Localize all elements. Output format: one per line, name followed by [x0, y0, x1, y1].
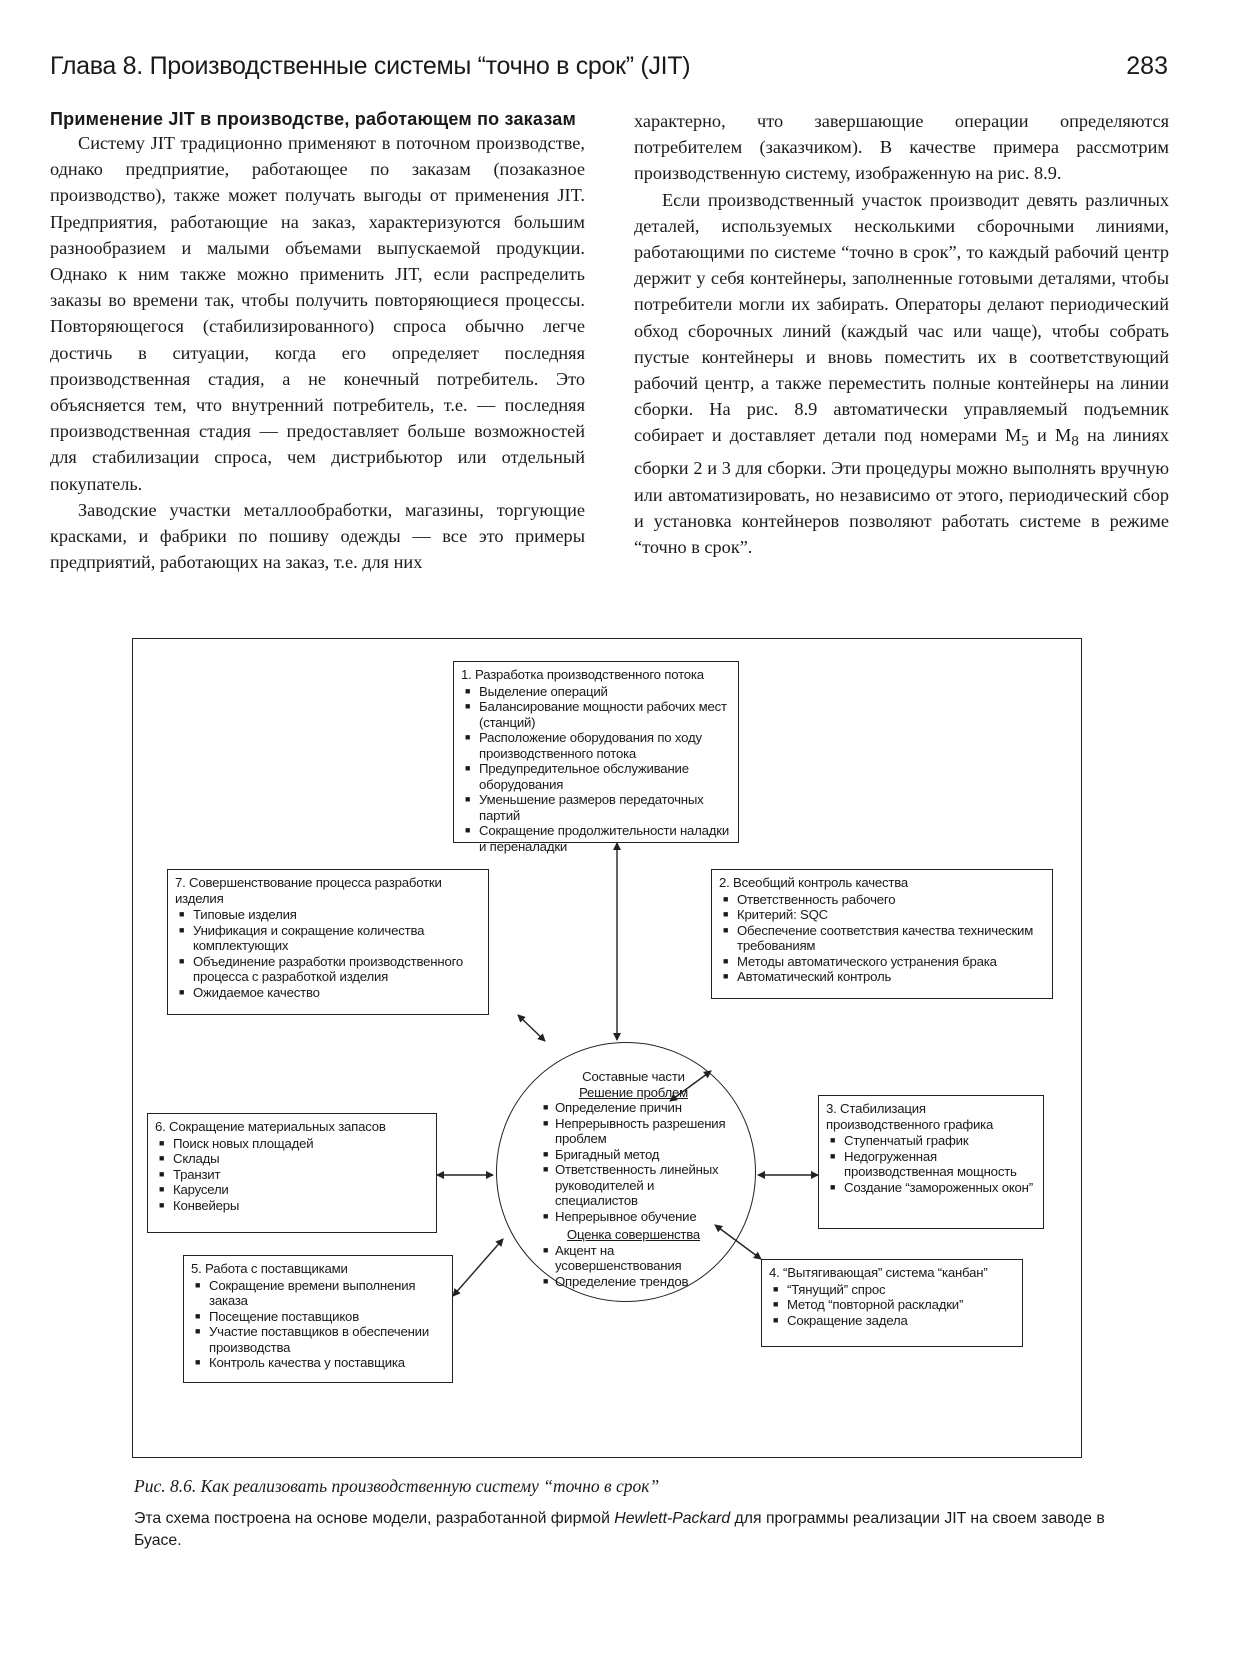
- circle-title: Составные части: [582, 1069, 685, 1084]
- list-item: ■ Конвейеры: [173, 1198, 429, 1214]
- list-item: ■ Уменьшение размеров передаточных партий: [479, 792, 731, 823]
- list-item: ■ Непрерывное обучение: [555, 1209, 726, 1225]
- list-item: ■ “Тянущий” спрос: [787, 1282, 1015, 1298]
- list-item: ■ Непрерывность разрешения проблем: [555, 1116, 726, 1147]
- box-inventory-reduction: [147, 1113, 437, 1233]
- paragraph-text: Если производственный участок производит девять различных деталей, используемых несколькими сборочными линиями, работающими по системе “точно в срок”, то каждый рабочий центр держит у себя контейнеры, заполненные готовыми деталями, чтобы потребители могли их забирать. Операторы делают периодический обход сборочных линий (каждый час или чаще), чтобы собрать пустые контейнеры и вновь поместить их в соответствующий рабочий центр, а также переместить полные контейнеры на линии сборки. На рис. 8.9 автоматически управляемый подъемник собирает и доставляет детали под номерами: [634, 189, 1169, 446]
- box-title: 6. Сокращение материальных запасов: [155, 1119, 386, 1134]
- connector-5: [453, 1239, 503, 1296]
- box-title: 1. Разработка производственного потока: [461, 667, 704, 682]
- list-item: ■ Карусели: [173, 1182, 429, 1198]
- machine-m5: $M_5$: [1005, 425, 1029, 451]
- box-title: 3. Стабилизация производственного графика: [826, 1101, 994, 1132]
- list-item: ■ Бригадный метод: [555, 1147, 726, 1163]
- box-suppliers: [183, 1255, 453, 1383]
- list-item: ■ Недогруженная производственная мощность: [844, 1149, 1036, 1180]
- list-item: ■ Обеспечение соответствия качества техническим требованиям: [737, 923, 1045, 954]
- circle-subtitle-problems: Решение проблем: [579, 1084, 688, 1100]
- list-item: ■ Ступенчатый график: [844, 1133, 1036, 1149]
- section-heading: Применение JIT в производстве, работающем по заказам: [50, 109, 576, 129]
- company-name: Hewlett-Packard: [614, 1510, 731, 1527]
- list-item: ■ Контроль качества у поставщика: [209, 1355, 445, 1371]
- box-title: 2. Всеобщий контроль качества: [719, 875, 909, 890]
- paragraph: характерно, что завершающие операции определяются потребителем (заказчиком). В качестве примера рассмотрим производственную систему, изображенную на рис. 8.9.: [634, 111, 1169, 184]
- jit-diagram: [132, 638, 1082, 1458]
- paragraph: Если производственный участок производит девять различных деталей, используемых несколькими сборочными линиями, работающими по системе “точно в срок”, то каждый рабочий центр держит у себя контейнеры, заполненные готовыми деталями, чтобы потребители могли их забирать. Операторы делают периодический обход сборочных линий (каждый час или чаще), чтобы собрать пустые контейнеры и вновь поместить их в соответствующий рабочий центр, а также переместить полные контейнеры на линии сборки. На рис. 8.9 автоматически управляемый подъемник собирает и доставляет детали под номерами $M_5$ и $M_8$ на линиях сборки 2 и 3 для сборки. Эти процедуры можно выполнять вручную или автоматизировать, но независимо от этого, периодический сбор и установка контейнеров позволяют работать системе в режиме “точно в срок”.: [634, 189, 1170, 557]
- box-title: 5. Работа с поставщиками: [191, 1261, 348, 1276]
- list-item: ■ Типовые изделия: [193, 907, 481, 923]
- box-title: 4. “Вытягивающая” система “канбан”: [769, 1265, 988, 1280]
- list-item: ■ Посещение поставщиков: [209, 1309, 445, 1325]
- list-item: ■ Унификация и сокращение количества комплектующих: [193, 923, 481, 954]
- box-kanban: [761, 1259, 1023, 1347]
- connector-7: [518, 1015, 545, 1041]
- circle-subtitle-excellence: Оценка совершенства: [566, 1227, 701, 1242]
- list-item: ■ Ответственность линейных руководителей и специалистов: [555, 1162, 726, 1209]
- list-item: ■ Предупредительное обслуживание оборудования: [479, 761, 731, 792]
- list-item: ■ Сокращение времени выполнения заказа: [209, 1278, 445, 1309]
- paragraph: Заводские участки металлообработки, магазины, торгующие красками, и фабрики по пошиву одежды — все это примеры предприятий, работающих на заказ, т.е. для них: [50, 499, 585, 573]
- chapter-title: Глава 8. Производственные системы “точно в срок” (JIT): [50, 52, 691, 80]
- center-circle: [496, 1042, 756, 1302]
- list-item: ■ Участие поставщиков в обеспечении производства: [209, 1324, 445, 1355]
- list-item: ■ Выделение операций: [479, 684, 731, 700]
- list-item: ■ Создание “замороженных окон”: [844, 1180, 1036, 1196]
- list-item: ■ Склады: [173, 1151, 429, 1167]
- paragraph: Систему JIT традиционно применяют в поточном производстве, однако предприятие, работающее по заказам (позаказное производство), также может получать выгоды от применения JIT. Предприятия, работающие на заказ, характеризуются большим разнообразием и малыми объемами выпускаемой продукции. Однако к ним также можно применить JIT, если распределить заказы во времени так, чтобы получить повторяющиеся процессы. Повторяющегося (стабилизированного) спроса обычно легче достичь в ситуации, когда его определяет последняя производственная стадия, а не конечный потребитель. Это объясняется тем, что внутренний потребитель, т.е. — последняя производственная стадия — предоставляет больше возможностей для стабилизации спроса, чем дистрибьютор или отдельный покупатель.: [50, 133, 585, 494]
- text-column-right: [634, 108, 1169, 560]
- box-flow-design: [453, 661, 739, 854]
- list-item: ■ Ожидаемое качество: [193, 985, 481, 1001]
- list-item: ■ Сокращение задела: [787, 1313, 1015, 1329]
- paragraph-text: на линиях сборки 2 и 3 для сборки. Эти процедуры можно выполнять вручную или автоматизировать, но независимо от этого, периодический сбор и установка контейнеров позволяют работать системе в режиме “точно в срок”.: [634, 425, 1170, 557]
- list-item: ■ Определение причин: [555, 1100, 726, 1116]
- list-item: ■ Определение трендов: [555, 1274, 726, 1290]
- list-item: ■ Метод “повторной раскладки”: [787, 1297, 1015, 1313]
- list-item: ■ Критерий: SQC: [737, 907, 1045, 923]
- figure-note: Эта схема построена на основе модели, разработанной фирмой Hewlett-Packard для программы реализации JIT на своем заводе в Буасе.: [134, 1510, 1105, 1549]
- figure-caption: Рис. 8.6. Как реализовать производственную систему “точно в срок”: [134, 1476, 660, 1496]
- text-column-left: [50, 108, 585, 575]
- list-item: ■ Ответственность рабочего: [737, 892, 1045, 908]
- box-quality-control: [711, 869, 1053, 999]
- box-product-design: [167, 869, 489, 1015]
- list-item: ■ Акцент на усовершенствования: [555, 1243, 726, 1274]
- list-item: ■ Объединение разработки производственного процесса с разработкой изделия: [193, 954, 481, 985]
- list-item: ■ Расположение оборудования по ходу производственного потока: [479, 730, 731, 761]
- list-item: ■ Балансирование мощности рабочих мест (станций): [479, 699, 731, 730]
- list-item: ■ Транзит: [173, 1167, 429, 1183]
- list-item: ■ Автоматический контроль: [737, 969, 1045, 985]
- machine-m8: $M_8$: [1054, 425, 1079, 451]
- list-item: ■ Поиск новых площадей: [173, 1136, 429, 1152]
- box-title: 7. Совершенствование процесса разработки изделия: [175, 875, 442, 906]
- list-item: ■ Сокращение продолжительности наладки и переналадки: [479, 823, 731, 854]
- list-item: ■ Методы автоматического устранения брака: [737, 954, 1045, 970]
- page-number: 283: [1126, 52, 1168, 80]
- running-head: [50, 52, 1168, 86]
- box-schedule-stabilization: [818, 1095, 1044, 1229]
